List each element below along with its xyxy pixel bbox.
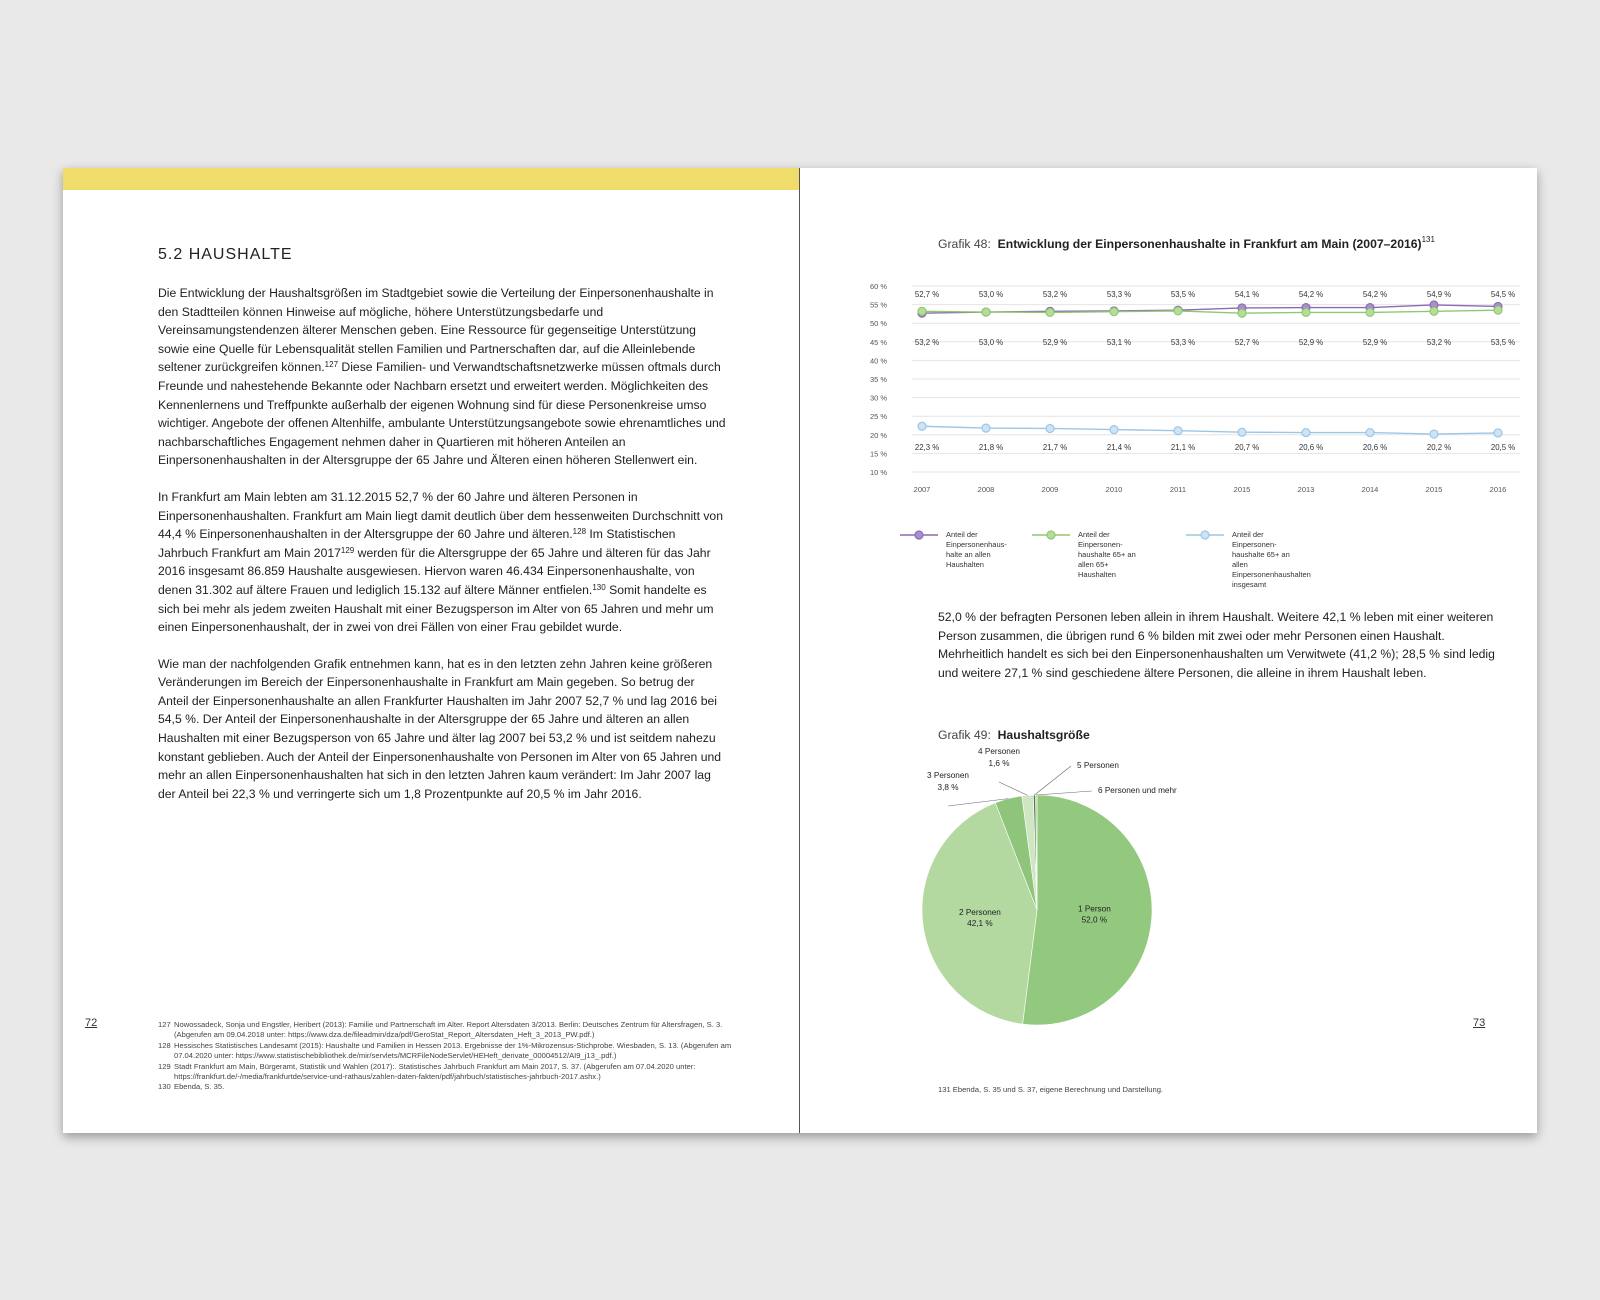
- legend-marker: [900, 530, 940, 540]
- data-label: 20,2 %: [1426, 442, 1452, 452]
- legend-marker: [1186, 530, 1226, 540]
- pie-label: 5 Personen: [1077, 761, 1119, 770]
- paragraph-1: Die Entwicklung der Haushaltsgrößen im Stadtgebiet sowie die Verteilung der Einpersonenhaushalte in den Stadtteilen können Hinweise auf mögliche, höhere Unterstützungsbedarfe und Vereinsamungstendenzen älterer Menschen geben. Eine Ressource für gegenseitige Unterstützung sowie eine Quelle für Lebensqualität stellen Familien und Partnerschaften dar, auf die Alleinlebende seltener zurückgreifen können.$^{127}$ Diese Familien- und Verwandtschaftsnetzwerke müssen oftmals durch Freunde und nahestehende Bekannte oder Nachbarn ersetzt und erweitert werden. Möglichkeiten des Kennenlernens und Treffpunkte außerhalb der eigenen Wohnung sind für diese Personenkreise umso wichtiger. Angebote der offenen Altenhilfe, ambulante Unterstützungsangebote sowie ehrenamtliches und nachbarschaftliches Engagement nehmen daher in Quartieren mit höheren Anteilen an Einpersonenhaushalten in der Altersgruppe der 65 Jahre und Älteren einen höheren Stellenwert ein.: [158, 286, 726, 468]
- data-label: 53,5 %: [1170, 290, 1196, 299]
- footnote-ref[interactable]: 131: [1421, 235, 1435, 244]
- data-point: [1302, 308, 1310, 316]
- page-number-left: 72: [85, 1017, 98, 1029]
- body-text: [158, 284, 726, 821]
- y-tick-label: 25 %: [870, 412, 888, 422]
- data-point: [1110, 308, 1118, 316]
- data-label: 54,1 %: [1234, 290, 1260, 299]
- paragraph-3: Wie man der nachfolgenden Grafik entnehmen kann, hat es in den letzten zehn Jahren keine größeren Veränderungen im Bereich der Einpersonenhaushalte in Frankfurt am Main gegeben. So betrug der Anteil der Einpersonenhaushalte an allen Frankfurter Haushalten im Jahr 2007 52,7 % und lag 2016 bei 54,5 %. Der Anteil der Einpersonenhaushalte in der Altersgruppe der 65 Jahre und älteren an allen Haushalten mit einer Bezugsperson von 65 Jahre und älter lag 2007 bei 53,2 % und ist seitdem nahezu konstant geblieben. Auch der Anteil der Einpersonenhaushalte von Personen im Alter von 65 Jahren und mehr an allen Einpersonenhaushalten hat sich in den letzten Jahren kaum verändert: Im Jahr 2007 lag der Anteil bei 22,3 % und verringerte sich um 1,8 Prozentpunkte auf 20,5 % im Jahr 2016.: [158, 656, 722, 801]
- data-point: [1174, 307, 1182, 315]
- pie-label: 6 Personen und mehr: [1098, 786, 1177, 795]
- data-label: 52,9 %: [1298, 337, 1324, 347]
- data-point: [1302, 429, 1310, 437]
- data-label: 21,7 %: [1042, 442, 1068, 452]
- data-point: [1366, 308, 1374, 316]
- page-number-right: 73: [1473, 1017, 1486, 1029]
- x-tick-label: 2011: [1169, 485, 1187, 494]
- y-tick-label: 20 %: [870, 430, 888, 440]
- right-paragraph: 52,0 % der befragten Personen leben allein in ihrem Haushalt. Weitere 42,1 % leben mit einer weiteren Person zusammen, die übrigen rund 6 % bilden mit zwei oder mehr Personen einen Haushalt. Mehrheitlich handelt es sich bei den Einpersonenhaushalten um Verwitwete (41,2 %); 28,5 % sind ledig und weitere 27,1 % sind geschiedene ältere Personen, die alleine in ihrem Haushalt leben.: [938, 610, 1495, 680]
- pie-label: 1 Person: [1077, 904, 1111, 914]
- data-label: 54,5 %: [1490, 290, 1516, 299]
- y-tick-label: 10 %: [870, 468, 888, 477]
- data-point: [1366, 429, 1374, 437]
- data-label: 20,6 %: [1298, 442, 1324, 452]
- data-label: 22,3 %: [914, 442, 940, 452]
- series-line: [922, 310, 1498, 313]
- data-point: [1174, 427, 1182, 435]
- footnote: 131 Ebenda, S. 35 und S. 37, eigene Berechnung und Darstellung.: [938, 1085, 1164, 1094]
- data-label: 20,5 %: [1490, 442, 1516, 452]
- data-label: 52,7 %: [914, 290, 940, 299]
- data-label: 53,2 %: [1426, 337, 1452, 347]
- pie-label: 52,0 %: [1081, 915, 1108, 925]
- leader-line: [999, 782, 1028, 795]
- footnote: 128 Hessisches Statistisches Landesamt (2015): Haushalte und Familien in Hessen 2013. Ergebnisse der 1%-Mikrozensus-Stichprobe. Wiesbaden, S. 13. (Abgerufen am 07.04.2020 unter: https://www.statistischebibliothek.de/mir/servlets/MCRFileNodeServlet/HEHeft_derivate_00004512/AI9_j13_.pdf.): [158, 1040, 732, 1061]
- x-tick-label: 2015: [1233, 485, 1251, 494]
- pie-label: 4 Personen: [978, 748, 1020, 756]
- data-point: [1494, 306, 1502, 314]
- data-point: [982, 308, 990, 316]
- data-label: 54,9 %: [1426, 290, 1452, 299]
- pie-chart: [920, 748, 1300, 1038]
- y-tick-label: 15 %: [870, 449, 888, 459]
- pie-label: 1,6 %: [988, 759, 1010, 768]
- y-tick-label: 55 %: [870, 300, 888, 310]
- x-tick-label: 2007: [913, 485, 931, 494]
- data-label: 52,7 %: [1234, 337, 1260, 347]
- data-label: 21,1 %: [1170, 442, 1196, 452]
- x-tick-label: 2013: [1297, 485, 1315, 494]
- footnote-ref[interactable]: 128: [572, 527, 587, 537]
- footnote-ref[interactable]: 127: [324, 360, 339, 370]
- leader-line: [1036, 791, 1092, 795]
- footnote: 129 Stadt Frankfurt am Main, Bürgeramt, Statistik und Wahlen (2017):. Statistisches Jahrbuch Frankfurt am Main 2017, S. 37. (Abgerufen am 07.04.2020 unter: https://frankfurt.de/-/media/frankfurtde/service-und-rathaus/zahlen-daten-fakten/pdf/jahrbuch/statistisches-jahrbuch-2017.ashx.): [158, 1061, 696, 1082]
- data-label: 53,0 %: [978, 290, 1004, 299]
- legend-marker: [1032, 530, 1072, 540]
- data-label: 53,2 %: [914, 337, 940, 347]
- paragraph-2: In Frankfurt am Main lebten am 31.12.2015 52,7 % der 60 Jahre und älteren Personen in Einpersonenhaushalten. Frankfurt am Main liegt damit deutlich über dem hessenweiten Durchschnitt von 44,4 % Einpersonenhaushalten in der Altersgruppe der 60 Jahre und älteren.$^{128}$ Im Statistischen Jahrbuch Frankfurt am Main 2017$^{129}$ werden für die Altersgruppe der 65 Jahre und älteren für das Jahr 2016 insgesamt 86.859 Haushalte ausgewiesen. Hiervon waren 46.434 Einpersonenhaushalte, von denen 31.302 auf ältere Frauen und lediglich 15.132 auf ältere Männer entfielen.$^{130}$ Somit handelte es sich bei mehr als jedem zweiten Haushalt mit einer Bezugsperson im Alter von 65 Jahren und mehr um einen Einpersonenhaushalt, der in zwei von drei Fällen von einer Frau gebildet wurde.: [158, 489, 723, 635]
- x-tick-label: 2016: [1489, 485, 1507, 494]
- data-label: 54,2 %: [1298, 290, 1324, 299]
- data-point: [1046, 424, 1054, 432]
- chart-48-title: Grafik 48: Entwicklung der Einpersonenhaushalte in Frankfurt am Main (2007–2016)$^{131}$: [938, 235, 1435, 251]
- data-point: [918, 422, 926, 430]
- section-title: 5.2 HAUSHALTE: [158, 246, 293, 263]
- pie-label: 3,8 %: [937, 783, 959, 792]
- data-label: 53,3 %: [1170, 337, 1196, 347]
- data-label: 52,9 %: [1362, 337, 1388, 347]
- legend-label: Anteil der Einpersonen-haushalte 65+ an allen Einpersonenhaushalten insgesamt: [1232, 530, 1311, 589]
- data-point: [1430, 430, 1438, 438]
- data-point: [1238, 309, 1246, 317]
- data-label: 20,6 %: [1362, 442, 1388, 452]
- pie-label: 42,1 %: [967, 919, 993, 929]
- footnote-ref[interactable]: 129: [340, 545, 355, 555]
- data-point: [1494, 429, 1502, 437]
- data-label: 21,8 %: [978, 442, 1004, 452]
- book-spread: [63, 168, 1537, 1133]
- x-tick-label: 2014: [1361, 485, 1379, 494]
- y-tick-label: 35 %: [870, 375, 888, 384]
- data-label: 53,5 %: [1490, 337, 1516, 347]
- leader-line: [1034, 766, 1071, 795]
- data-label: 20,7 %: [1234, 442, 1260, 452]
- legend-label: Anteil der Einpersonenhaus-halte an allen Haushalten: [946, 530, 1007, 569]
- y-tick-label: 45 %: [870, 337, 888, 347]
- left-page: [63, 168, 799, 1133]
- data-label: 52,9 %: [1042, 337, 1068, 347]
- y-tick-label: 40 %: [870, 356, 888, 366]
- footnote: 127 Nowossadeck, Sonja und Engstler, Heribert (2013): Familie und Partnerschaft im Alter. Report Altersdaten 3/2013. Berlin: Deutsches Zentrum für Altersfragen, S. 3. (Abgerufen am 09.04.2018 unter: https://www.dza.de/fileadmin/dza/pdf/GeroStat_Report_Altersdaten_Heft_3_2013_PW.pdf.): [158, 1020, 723, 1040]
- x-tick-label: 2008: [977, 485, 995, 494]
- chart-49-title: Grafik 49: Haushaltsgröße: [938, 728, 1090, 742]
- pie-label: 3 Personen: [927, 771, 969, 780]
- y-tick-label: 50 %: [870, 319, 888, 329]
- data-label: 53,3 %: [1106, 290, 1132, 299]
- line-chart: [870, 278, 1530, 498]
- yellow-header-bar: [63, 168, 799, 190]
- right-page: [800, 168, 1537, 1133]
- x-tick-label: 2010: [1105, 485, 1123, 494]
- data-point: [1110, 426, 1118, 434]
- data-point: [1430, 307, 1438, 315]
- data-label: 53,2 %: [1042, 290, 1068, 299]
- footnote: 130 Ebenda, S. 35.: [158, 1082, 225, 1092]
- data-label: 53,1 %: [1106, 337, 1132, 347]
- x-tick-label: 2015: [1425, 485, 1443, 494]
- data-label: 53,0 %: [978, 337, 1004, 347]
- pie-label: 2 Personen: [958, 908, 1001, 918]
- y-tick-label: 60 %: [870, 282, 888, 291]
- x-tick-label: 2009: [1041, 485, 1059, 494]
- footnote-ref[interactable]: 130: [592, 582, 606, 592]
- legend-label: Anteil der Einpersonen-haushalte 65+ an allen 65+ Haushalten: [1078, 530, 1136, 579]
- data-label: 21,4 %: [1106, 442, 1132, 452]
- data-point: [1238, 428, 1246, 436]
- data-point: [1046, 308, 1054, 316]
- data-point: [918, 307, 926, 315]
- data-label: 54,2 %: [1362, 290, 1388, 299]
- series-line: [922, 426, 1498, 434]
- footnotes: [158, 1020, 748, 1093]
- data-point: [982, 424, 990, 432]
- y-tick-label: 30 %: [870, 393, 888, 403]
